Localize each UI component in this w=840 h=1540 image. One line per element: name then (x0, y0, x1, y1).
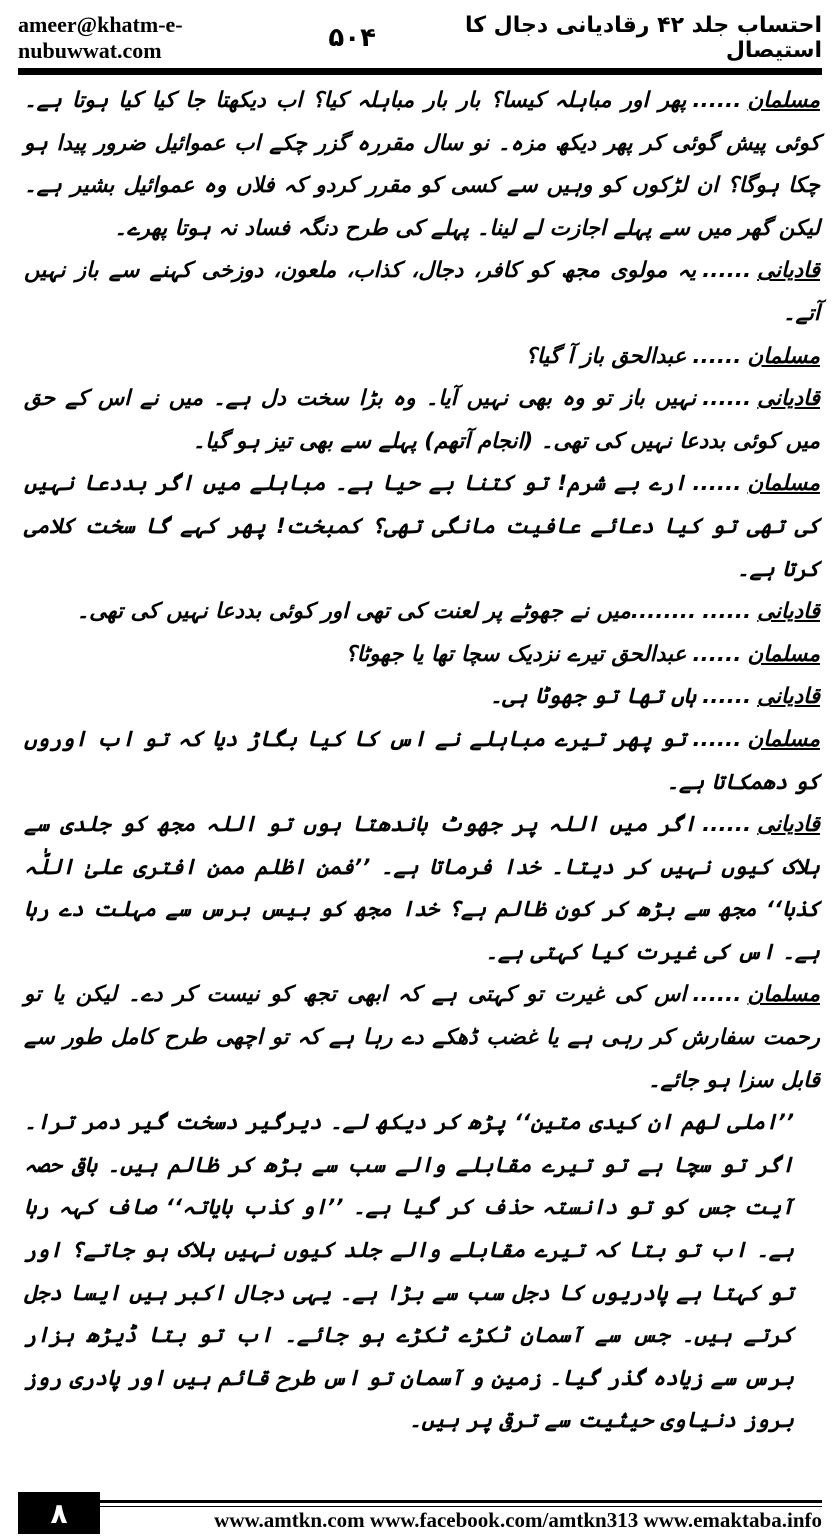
page-footer (18, 1492, 822, 1534)
speaker-separator: ...... (692, 471, 742, 497)
speaker-separator: ...... (702, 386, 752, 412)
dialogue-paragraph (24, 250, 820, 335)
dialogue-paragraph (24, 676, 820, 719)
speaker-label: قادیانی (757, 812, 820, 838)
dialogue-text: ’’املی لھم ان کیدی متین‘‘ پڑھ کر دیکھ لے۔ دیرگیر دسخت گیر دمر ترا۔ اگر تو سچا ہے تو تیرے مقابلے والے سب سے بڑھ کر ظالم ہیں۔ باقی حصہ آیت جس کو تو دانستہ حذف کر گیا ہے۔ ’’او کذب بایاتہ‘‘ صاف کہہ رہا ہے۔ اب تو بتا کہ تیرے مقابلے والے جلد کیوں نہیں ہلاک ہو جاتے؟ اور تو کہتا ہے پادریوں کا دجل سب سے بڑا ہے۔ یہی دجال اکبر ہیں ایسا دجل کرتے ہیں۔ جس سے آسمان ٹکڑے ٹکڑے ہو جائے۔ اب تو بتا ڈیڑھ ہزار برس سے زیادہ گذر گیا۔ زمین و آسمان تو اس طرح قائم ہیں اور پادری روز بروز دنیاوی حیثیت سے ترقی پر ہیں۔ (24, 1110, 794, 1434)
dialogue-paragraph (24, 634, 820, 677)
speaker-label: مسلمان (747, 343, 820, 369)
speaker-label: مسلمان (747, 641, 820, 667)
speaker-separator: ...... (702, 684, 752, 710)
page-number: ۵۰۴ (328, 23, 376, 53)
dialogue-paragraph (24, 336, 820, 379)
header-email: ameer@khatm-e-nubuwwat.com (18, 12, 183, 63)
dialogue-paragraph (24, 804, 820, 974)
dialogue-text: اس کی غیرت تو کہتی ہے کہ ابھی تجھ کو نیست کر دے۔ لیکن یا تو رحمت سفارش کر رہی ہے یا غضب ڈھکے دے رہا ہے کہ تو اچھی طرح کامل طور سے قابل سزا ہو جائے۔ (24, 982, 820, 1093)
dialogue-text: یہ مولوی مجھ کو کافر، دجال، کذاب، ملعون، دوزخی کہنے سے باز نہیں آتے۔ (24, 258, 820, 326)
dialogue-paragraph (24, 591, 820, 634)
footer-page-box: ۸ (18, 1492, 100, 1534)
dialogue-body (24, 80, 820, 1443)
dialogue-text: عبدالحق تیرے نزدیک سچا تھا یا جھوٹا؟ (345, 641, 687, 667)
speaker-separator: ...... (702, 599, 752, 625)
speaker-separator: ...... (692, 726, 742, 752)
speaker-label: قادیانی (757, 684, 820, 710)
dialogue-paragraph (24, 719, 820, 804)
header-left (18, 12, 376, 64)
dialogue-text: اگر میں اللہ پر جھوٹ باندھتا ہوں تو اللہ مجھ کو جلدی سے ہلاک کیوں نہیں کر دیتا۔ خدا فرماتا ہے۔ ’’فمن اظلم ممن افتری علیٰ اللّٰہ کذبا‘‘ مجھ سے بڑھ کر کون ظالم ہے؟ خدا مجھ کو بیس برس سے مہلت دے رہا ہے۔ اس کی غیرت کیا کہتی ہے۔ (24, 812, 820, 965)
footer-rule (18, 1500, 822, 1503)
dialogue-text: عبدالحق باز آ گیا؟ (525, 343, 687, 369)
speaker-separator: ...... (692, 343, 742, 369)
speaker-label: مسلمان (747, 982, 820, 1008)
dialogue-text: نہیں باز تو وہ بھی نہیں آیا۔ وہ بڑا سخت دل ہے۔ میں نے اس کے حق میں کوئی بددعا نہیں کی تھی۔ (انجام آتھم) پہلے سے بھی تیز ہو گیا۔ (24, 386, 820, 454)
speaker-separator: ...... (702, 258, 752, 284)
dialogue-text: پھر اور مباہلہ کیسا؟ بار بار مباہلہ کیا؟ اب دیکھتا جا کیا کیا ہوتا ہے۔ کوئی پیش گوئی کر پھر دیکھ مزہ۔ نو سال مقررہ گزر چکے اب عموائیل ضرور پیدا ہو چکا ہوگا؟ ان لڑکوں کو وہیں سے کسی کو مقرر کردو کہ فلاں وہ عموائیل بشیر ہے۔ لیکن گھر میں سے پہلے اجازت لے لینا۔ پہلے کی طرح دنگہ فساد نہ ہوتا پھرے۔ (24, 88, 820, 241)
dialogue-paragraph (24, 463, 820, 591)
speaker-label: مسلمان (747, 471, 820, 497)
dialogue-paragraph (24, 80, 820, 250)
speaker-label: قادیانی (757, 599, 820, 625)
dialogue-text: تو پھر تیرے مباہلے نے اس کا کیا بگاڑ دیا کہ تو اب اوروں کو دھمکاتا ہے۔ (24, 726, 820, 795)
page-header (18, 14, 822, 62)
footer-rule-thin (100, 1506, 822, 1507)
header-rule (18, 68, 822, 75)
footer-urls: www.amtkn.com www.facebook.com/amtkn313 www.emaktaba.info (214, 1508, 822, 1532)
speaker-label: مسلمان (747, 88, 820, 113)
dialogue-paragraph (24, 1102, 820, 1443)
speaker-separator: ...... (702, 812, 752, 838)
speaker-label: مسلمان (747, 726, 820, 752)
dialogue-paragraph (24, 974, 820, 1102)
dialogue-text: ........میں نے جھوٹے پر لعنت کی تھی اور کوئی بددعا نہیں کی تھی۔ (76, 599, 697, 625)
book-title: احتساب جلد ۴۲ رقادیانی دجال کا استیصال (464, 13, 822, 63)
speaker-separator: ...... (692, 641, 742, 667)
dialogue-text: ارے بے شرم! تو کتنا بے حیا ہے۔ مباہلے میں اگر بددعا نہیں کی تھی تو کیا دعائے عافیت مانگی تھی؟ کمبخت! پھر کہے گا سخت کلامی کرتا ہے۔ (24, 471, 820, 582)
speaker-separator: ...... (692, 982, 742, 1008)
speaker-label: قادیانی (757, 258, 820, 284)
dialogue-text: ہاں تھا تو جھوٹا ہی۔ (489, 684, 697, 710)
speaker-label: قادیانی (757, 386, 820, 412)
speaker-separator: ...... (692, 88, 742, 113)
dialogue-paragraph (24, 378, 820, 463)
